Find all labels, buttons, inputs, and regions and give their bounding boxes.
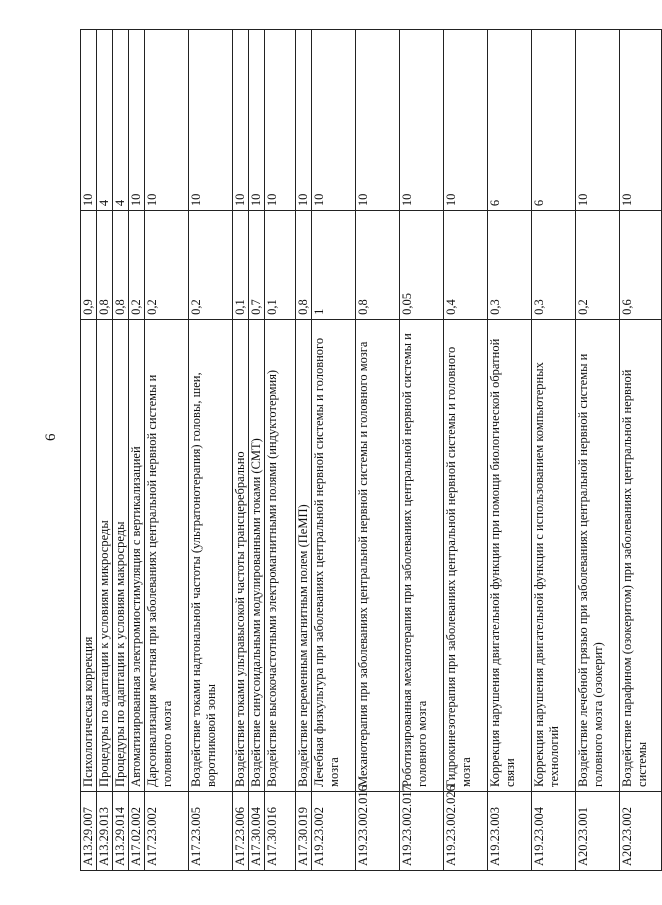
service-code-cell: A19.23.004: [532, 791, 576, 870]
table-row: [145, 30, 189, 871]
service-name-cell: Лечебная физкультура при заболеваниях центральной нервной системы и головного мозга: [312, 319, 356, 791]
table-row: [97, 30, 113, 871]
service-code-cell: A17.02.002: [129, 791, 145, 870]
service-name-cell: Воздействие переменным магнитным полем (ПеМП): [296, 319, 312, 791]
average-count-cell: 10: [249, 30, 265, 211]
average-count-cell: 4: [113, 30, 129, 211]
average-count-cell: 10: [312, 30, 356, 211]
table-row: [620, 30, 662, 871]
service-name-cell: Психологическая коррекция: [81, 319, 97, 791]
frequency-coefficient-cell: 0,2: [576, 211, 620, 320]
average-count-cell: 10: [189, 30, 233, 211]
average-count-cell: 10: [129, 30, 145, 211]
service-code-cell: A19.23.002: [312, 791, 356, 870]
frequency-coefficient-cell: 0,4: [444, 211, 488, 320]
service-name-cell: Роботизированная механотерапия при заболеваниях центральной нервной системы и головного мозга: [400, 319, 444, 791]
service-name-cell: Воздействие токами надтональной частоты (ультратонотерапия) головы, шеи, воротниковой зоны: [189, 319, 233, 791]
frequency-coefficient-cell: 0,3: [488, 211, 532, 320]
service-name-cell: Воздействие высокочастотными электромагнитными полями (индуктотермия): [265, 319, 296, 791]
frequency-coefficient-cell: 0,3: [532, 211, 576, 320]
frequency-coefficient-cell: 0,8: [356, 211, 400, 320]
frequency-coefficient-cell: 0,2: [145, 211, 189, 320]
table-row: [400, 30, 444, 871]
service-code-cell: A17.23.002: [145, 791, 189, 870]
average-count-cell: 10: [296, 30, 312, 211]
table-row: [444, 30, 488, 871]
service-name-cell: Механотерапия при заболеваниях центральной нервной системы и головного мозга: [356, 319, 400, 791]
service-code-cell: A13.29.007: [81, 791, 97, 870]
table-row: [265, 30, 296, 871]
table-row: [356, 30, 400, 871]
frequency-coefficient-cell: 0,2: [189, 211, 233, 320]
table-row: [312, 30, 356, 871]
service-code-cell: A19.23.002.016: [356, 791, 400, 870]
service-name-cell: Коррекция нарушения двигательной функции с использованием компьютерных технологий: [532, 319, 576, 791]
average-count-cell: 10: [145, 30, 189, 211]
table-row: [296, 30, 312, 871]
service-code-cell: A13.29.013: [97, 791, 113, 870]
frequency-coefficient-cell: 0,8: [296, 211, 312, 320]
service-code-cell: A19.23.002.017: [400, 791, 444, 870]
service-name-cell: Автоматизированная электромиостимуляция с вертикализацией: [129, 319, 145, 791]
average-count-cell: 10: [265, 30, 296, 211]
rotated-table-area: [80, 29, 649, 871]
average-count-cell: 10: [400, 30, 444, 211]
average-count-cell: 6: [532, 30, 576, 211]
table-row: [249, 30, 265, 871]
service-name-cell: Воздействие токами ультравысокой частоты трансцеребрально: [233, 319, 249, 791]
service-code-cell: A17.30.016: [265, 791, 296, 870]
average-count-cell: 10: [356, 30, 400, 211]
average-count-cell: 4: [97, 30, 113, 211]
service-name-cell: Коррекция нарушения двигательной функции при помощи биологической обратной связи: [488, 319, 532, 791]
table-row: [129, 30, 145, 871]
table-row: [81, 30, 97, 871]
service-name-cell: Гидрокинезотерапия при заболеваниях центральной нервной системы и головного мозга: [444, 319, 488, 791]
average-count-cell: 10: [81, 30, 97, 211]
table-row: [233, 30, 249, 871]
average-count-cell: 10: [620, 30, 662, 211]
frequency-coefficient-cell: 1: [312, 211, 356, 320]
service-code-cell: A17.23.005: [189, 791, 233, 870]
table-row: [576, 30, 620, 871]
table-row: [189, 30, 233, 871]
service-code-cell: A17.23.006: [233, 791, 249, 870]
page-number: 6: [43, 433, 59, 441]
service-code-cell: A19.23.002.026: [444, 791, 488, 870]
frequency-coefficient-cell: 0,8: [113, 211, 129, 320]
frequency-coefficient-cell: 0,1: [265, 211, 296, 320]
frequency-coefficient-cell: 0,9: [81, 211, 97, 320]
service-code-cell: A19.23.003: [488, 791, 532, 870]
services-table: [80, 29, 662, 871]
average-count-cell: 10: [233, 30, 249, 211]
service-name-cell: Воздействие синусоидальными модулированными токами (СМТ): [249, 319, 265, 791]
service-name-cell: Воздействие парафином (озокеритом) при заболеваниях центральной нервной системы: [620, 319, 662, 791]
average-count-cell: 6: [488, 30, 532, 211]
average-count-cell: 10: [576, 30, 620, 211]
table-row: [532, 30, 576, 871]
service-code-cell: A17.30.004: [249, 791, 265, 870]
table-row: [488, 30, 532, 871]
service-code-cell: A20.23.001: [576, 791, 620, 870]
service-code-cell: A20.23.002: [620, 791, 662, 870]
frequency-coefficient-cell: 0,05: [400, 211, 444, 320]
table-row: [113, 30, 129, 871]
services-table-body: [81, 30, 662, 871]
service-code-cell: A17.30.019: [296, 791, 312, 870]
average-count-cell: 10: [444, 30, 488, 211]
frequency-coefficient-cell: 0,2: [129, 211, 145, 320]
frequency-coefficient-cell: 0,7: [249, 211, 265, 320]
service-name-cell: Воздействие лечебной грязью при заболеваниях центральной нервной системы и головного мозга (озокерит): [576, 319, 620, 791]
frequency-coefficient-cell: 0,6: [620, 211, 662, 320]
service-code-cell: A13.29.014: [113, 791, 129, 870]
frequency-coefficient-cell: 0,1: [233, 211, 249, 320]
frequency-coefficient-cell: 0,8: [97, 211, 113, 320]
service-name-cell: Процедуры по адаптации к условиям микросреды: [97, 319, 113, 791]
service-name-cell: Процедуры по адаптации к условиям макросреды: [113, 319, 129, 791]
service-name-cell: Дарсонвализация местная при заболеваниях центральной нервной системы и головного мозга: [145, 319, 189, 791]
